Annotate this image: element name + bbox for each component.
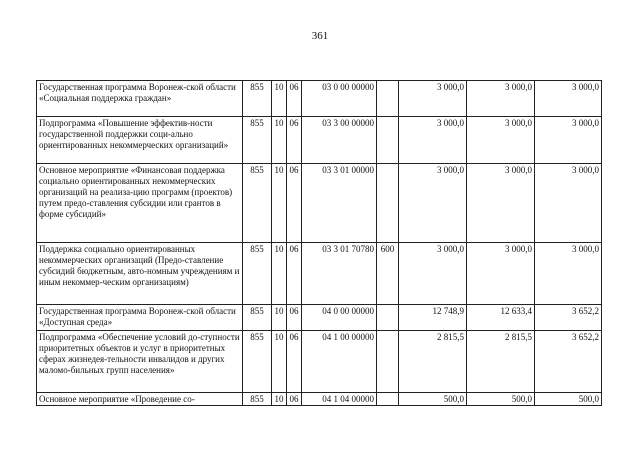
- amount-year3-cell: 3 000,0: [535, 117, 602, 164]
- row-name: Государственная программа Воронеж-ской области «Социальная поддержка граждан»: [37, 81, 243, 117]
- amount-year2-cell: 500,0: [467, 393, 535, 406]
- amount-year3-cell: 3 652,2: [535, 331, 602, 393]
- table-row: [37, 243, 602, 305]
- amount-year1-cell: 12 748,9: [399, 305, 467, 331]
- amount-year3-cell: 3 000,0: [535, 164, 602, 243]
- section-cell: 10: [272, 117, 287, 164]
- section-cell: 10: [272, 305, 287, 331]
- grbs-cell: 855: [243, 393, 272, 406]
- grbs-cell: 855: [243, 305, 272, 331]
- amount-year1-cell: 2 815,5: [399, 331, 467, 393]
- grbs-cell: 855: [243, 164, 272, 243]
- amount-year3-cell: 3 000,0: [535, 243, 602, 305]
- budget-table: [36, 80, 602, 406]
- row-name: Подпрограмма «Обеспечение условий до-ступности приоритетных объектов и услуг в приоритетных сферах жизнедея-тельности инвалидов и других маломо-бильных групп населения»: [37, 331, 243, 393]
- subsection-cell: 06: [287, 164, 302, 243]
- target-article-cell: 03 0 00 00000: [302, 81, 377, 117]
- grbs-cell: 855: [243, 243, 272, 305]
- expense-type-cell: [377, 331, 399, 393]
- subsection-cell: 06: [287, 117, 302, 164]
- amount-year2-cell: 2 815,5: [467, 331, 535, 393]
- target-article-cell: 03 3 01 00000: [302, 164, 377, 243]
- grbs-cell: 855: [243, 331, 272, 393]
- section-cell: 10: [272, 81, 287, 117]
- expense-type-cell: 600: [377, 243, 399, 305]
- table-row: [37, 305, 602, 331]
- amount-year2-cell: 3 000,0: [467, 243, 535, 305]
- subsection-cell: 06: [287, 331, 302, 393]
- amount-year1-cell: 500,0: [399, 393, 467, 406]
- target-article-cell: 03 3 01 70780: [302, 243, 377, 305]
- target-article-cell: 04 1 00 00000: [302, 331, 377, 393]
- expense-type-cell: [377, 305, 399, 331]
- amount-year2-cell: 3 000,0: [467, 117, 535, 164]
- table-row: [37, 81, 602, 117]
- table-row: [37, 331, 602, 393]
- amount-year3-cell: 500,0: [535, 393, 602, 406]
- amount-year1-cell: 3 000,0: [399, 117, 467, 164]
- section-cell: 10: [272, 243, 287, 305]
- row-name: Основное мероприятие «Финансовая поддержка социально ориентированных некоммерческих организаций на реализа-цию программ (проектов) путем предо-ставления субсидии или грантов в форме субсидий»: [37, 164, 243, 243]
- table-row: [37, 393, 602, 406]
- amount-year2-cell: 12 633,4: [467, 305, 535, 331]
- subsection-cell: 06: [287, 305, 302, 331]
- table-row: [37, 164, 602, 243]
- subsection-cell: 06: [287, 393, 302, 406]
- amount-year2-cell: 3 000,0: [467, 164, 535, 243]
- amount-year2-cell: 3 000,0: [467, 81, 535, 117]
- subsection-cell: 06: [287, 243, 302, 305]
- expense-type-cell: [377, 393, 399, 406]
- grbs-cell: 855: [243, 81, 272, 117]
- section-cell: 10: [272, 393, 287, 406]
- expense-type-cell: [377, 117, 399, 164]
- row-name: Подпрограмма «Повышение эффектив-ности государственной поддержки соци-ально ориентированных некоммерческих организаций»: [37, 117, 243, 164]
- row-name: Поддержка социально ориентированных некоммерческих организаций (Предо-ставление субсидий бюджетным, авто-номным учреждениям и иным некоммер-ческим организациям): [37, 243, 243, 305]
- expense-type-cell: [377, 81, 399, 117]
- row-name: Государственная программа Воронеж-ской области «Доступная среда»: [37, 305, 243, 331]
- amount-year1-cell: 3 000,0: [399, 243, 467, 305]
- section-cell: 10: [272, 331, 287, 393]
- expense-type-cell: [377, 164, 399, 243]
- grbs-cell: 855: [243, 117, 272, 164]
- target-article-cell: 04 1 04 00000: [302, 393, 377, 406]
- amount-year1-cell: 3 000,0: [399, 81, 467, 117]
- amount-year3-cell: 3 652,2: [535, 305, 602, 331]
- row-name: Основное мероприятие «Проведение со-: [37, 393, 243, 406]
- page-number: 361: [311, 30, 329, 42]
- subsection-cell: 06: [287, 81, 302, 117]
- amount-year1-cell: 3 000,0: [399, 164, 467, 243]
- amount-year3-cell: 3 000,0: [535, 81, 602, 117]
- target-article-cell: 03 3 00 00000: [302, 117, 377, 164]
- section-cell: 10: [272, 164, 287, 243]
- table-row: [37, 117, 602, 164]
- target-article-cell: 04 0 00 00000: [302, 305, 377, 331]
